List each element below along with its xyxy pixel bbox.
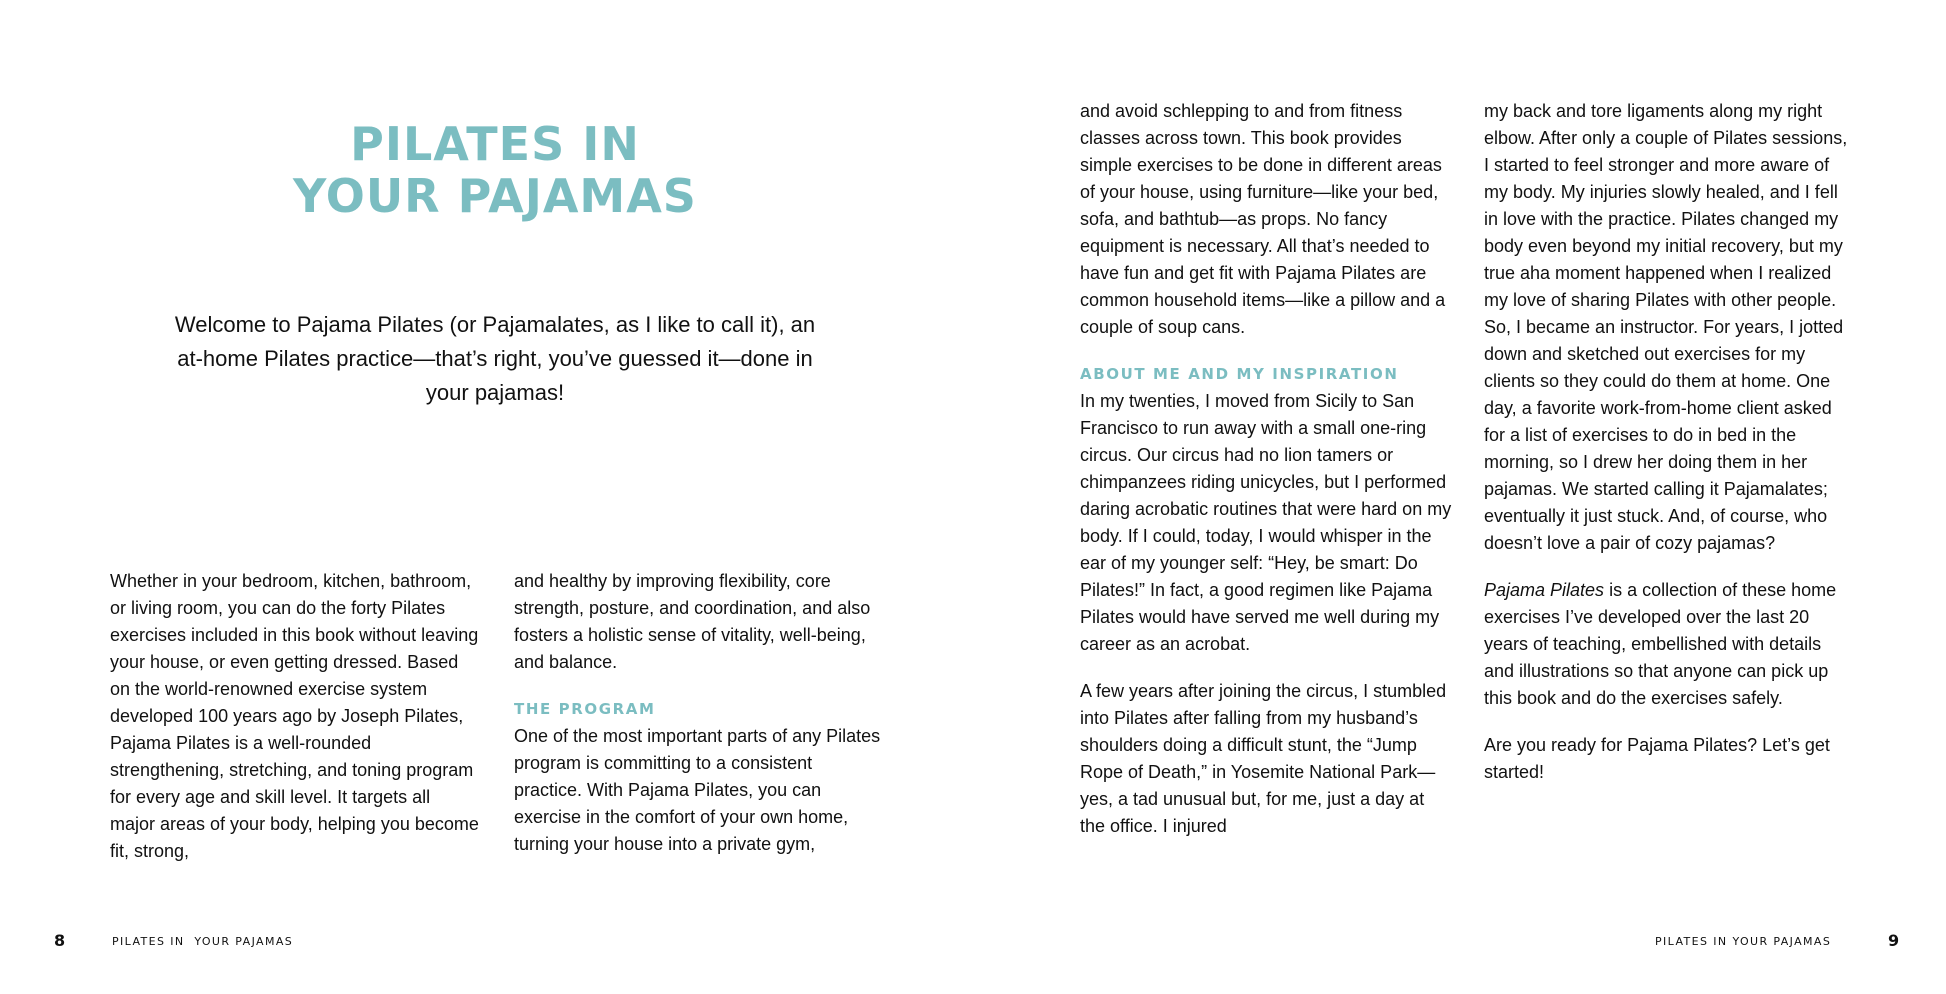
body-paragraph: Are you ready for Pajama Pilates? Let’s get started!	[1484, 735, 1830, 782]
left-column-2	[514, 568, 884, 858]
body-paragraph: A few years after joining the circus, I stumbled into Pilates after falling from my husband’s shoulders doing a difficult stunt, the “Jump Rope of Death,” in Yosemite National Park—yes, a tad unusual but, for me, just a day at the office. I injured	[1080, 681, 1447, 836]
title-line-1: PILATES IN	[350, 117, 640, 171]
title-line-2: YOUR PAJAMAS	[293, 169, 697, 223]
body-paragraph: and healthy by improving flexibility, core strength, posture, and coordination, and also fosters a holistic sense of vitality, well-being, and balance.	[514, 571, 871, 672]
book-title-italic: Pajama Pilates	[1484, 580, 1605, 600]
body-paragraph: One of the most important parts of any Pilates program is committing to a consistent practice. With Pajama Pilates, you can exercise in the comfort of your own home, turning your house into a private gym,	[514, 726, 881, 854]
body-paragraph	[1484, 577, 1856, 712]
right-column-2	[1484, 98, 1856, 786]
page-title	[250, 118, 740, 222]
body-paragraph: Whether in your bedroom, kitchen, bathroom, or living room, you can do the forty Pilates exercises included in this book without leaving your house, or even getting dressed. Based on the world-renowned exercise system developed 100 years ago by Joseph Pilates, Pajama Pilates is a well-rounded strengthening, stretching, and toning program for every age and skill level. It targets all major areas of your body, helping you become fit, strong,	[110, 571, 479, 861]
page-number-right: 9	[1888, 931, 1900, 950]
section-heading-about: ABOUT ME AND MY INSPIRATION	[1080, 365, 1399, 383]
section-heading-program: THE PROGRAM	[514, 700, 656, 718]
body-paragraph: my back and tore ligaments along my right elbow. After only a couple of Pilates sessions, I started to feel stronger and more aware of my body. My injuries slowly healed, and I fell in love with the practice. Pilates changed my body even beyond my initial recovery, but my true aha moment happened when I realized my love of sharing Pilates with other people. So, I became an instructor. For years, I jotted down and sketched out exercises for my clients so they could do them at home. One day, a favorite work-from-home client asked for a list of exercises to do in bed in the morning, so I drew her doing them in her pajamas. We started calling it Pajamalates; eventually it just stuck. And, of course, who doesn’t love a pair of cozy pajamas?	[1484, 101, 1848, 553]
left-column-1	[110, 568, 480, 865]
body-paragraph: In my twenties, I moved from Sicily to San Francisco to run away with a small one-ring circus. Our circus had no lion tamers or chimpanzees riding unicycles, but I performed daring acrobatic routines that were hard on my body. If I could, today, I would whisper in the ear of my younger self: “Hey, be smart: Do Pilates!” In fact, a good regimen like Pajama Pilates would have served me well during my career as an acrobat.	[1080, 391, 1452, 654]
running-head-right: PILATES IN YOUR PAJAMAS	[1655, 935, 1832, 948]
body-paragraph: and avoid schlepping to and from fitness classes across town. This book provides simple exercises to be done in different areas of your house, using furniture—like your bed, sofa, and bathtub—as props. No fancy equipment is necessary. All that’s needed to have fun and get fit with Pajama Pilates are common household items—like a pillow and a couple of soup cans.	[1080, 101, 1446, 337]
running-head-left: PILATES IN YOUR PAJAMAS	[112, 935, 294, 948]
body-text: is a collection of these home exercises I’ve developed over the last 20 years of teaching, embellished with details and illustrations so that anyone can pick up this book and do the exercises safely.	[1484, 580, 1837, 708]
right-column-1	[1080, 98, 1452, 840]
intro-paragraph: Welcome to Pajama Pilates (or Pajamalates, as I like to call it), an at-home Pilates practice—that’s right, you’ve guessed it—done in your pajamas!	[174, 312, 816, 405]
page-number-left: 8	[54, 931, 66, 950]
